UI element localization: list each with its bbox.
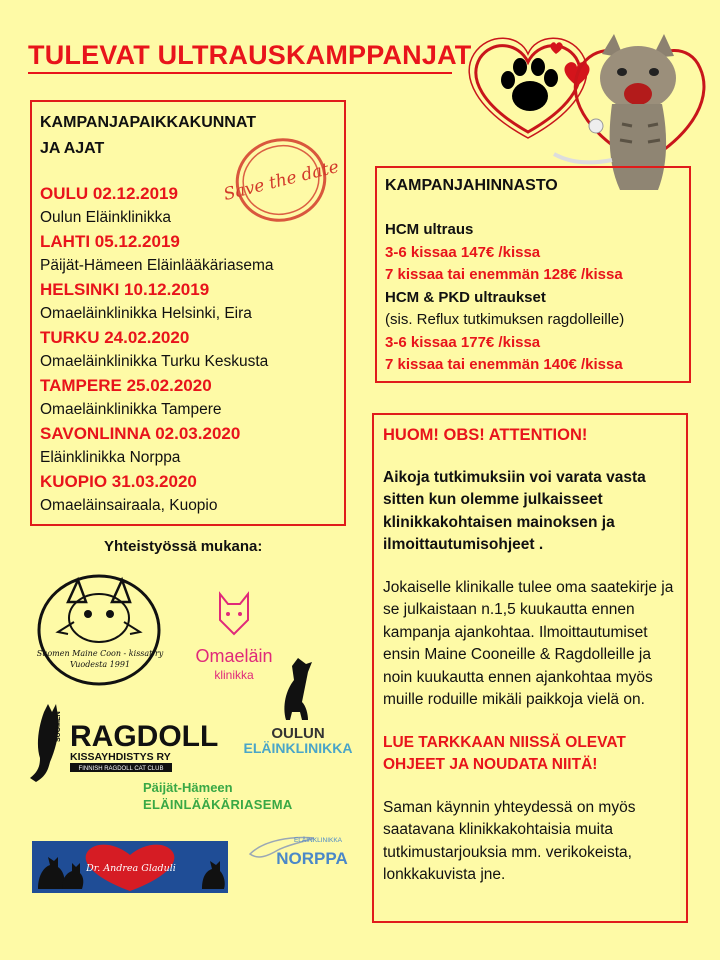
oulun-logo — [232, 656, 364, 756]
norppa-small: ELÄINKLINIKKA — [293, 837, 343, 844]
pkd-title: HCM & PKD ultraukset — [385, 288, 546, 306]
page-title: TULEVAT ULTRAUSKAMPPANJAT — [28, 40, 472, 70]
location-city: KUOPIO 31.03.2020 — [40, 472, 197, 491]
location-city: OULU 02.12.2019 — [40, 184, 178, 203]
hcm-price-2: 7 kissaa tai enemmän 128€ /kissa — [385, 266, 623, 283]
hcm-title: HCM ultraus — [385, 221, 474, 238]
hcm-price-1: 3-6 kissaa 147€ /kissa — [385, 243, 541, 261]
notice-text-2: Saman käynnin yhteydessä on myös saatavana klinikkakohtaisia muita tutkimustarjouksia mm. verikokeista, lonkkakuvista jne. — [383, 798, 636, 883]
notice-bold-text: Aikoja tutkimuksiin voi varata vasta sitten kun olemme julkaisseet klinikkakohtaisen mainoksen ja ilmoittautumisohjeet . — [383, 468, 646, 553]
stamp-text: Save the date — [221, 156, 341, 205]
norppa-logo — [244, 830, 356, 874]
ragdoll-big-text: RAGDOLL — [70, 720, 219, 753]
pkd-price-1: 3-6 kissaa 177€ /kissa — [385, 333, 541, 351]
mainecoon-line1: Suomen Maine Coon - kissat ry — [36, 649, 164, 658]
locations-list — [40, 182, 340, 518]
location-clinic: Omaeläinklinikka Tampere — [40, 401, 222, 418]
location-city: HELSINKI 10.12.2019 — [40, 280, 210, 299]
mainecoon-line2: Vuodesta 1991 — [69, 660, 131, 669]
location-item — [40, 422, 340, 470]
location-clinic: Omaeläinklinikka Turku Keskusta — [40, 353, 269, 370]
title-underline — [28, 72, 452, 74]
oulun-line2: ELÄINKLINIKKA — [243, 740, 353, 756]
notice-title: HUOM! OBS! ATTENTION! — [383, 426, 588, 444]
norppa-big: NORPPA — [276, 849, 348, 868]
fox-icon — [220, 594, 248, 634]
dog-icon — [284, 658, 312, 720]
prices-list — [385, 219, 685, 377]
notice-red-text: LUE TARKKAAN NIISSÄ OLEVAT OHJEET JA NOUDATA NIITÄ! — [383, 733, 626, 773]
location-clinic: Omaeläinsairaala, Kuopio — [40, 497, 218, 514]
omaelain-line2: klinikka — [214, 668, 254, 682]
location-city: TAMPERE 25.02.2020 — [40, 376, 212, 395]
location-item — [40, 326, 340, 374]
location-item — [40, 230, 340, 278]
cooperation-label: Yhteistyössä mukana: — [104, 538, 263, 555]
location-city: LAHTI 05.12.2019 — [40, 232, 180, 251]
oulun-line1: OULUN — [271, 725, 325, 742]
paijat-line2: ELÄINLÄÄKÄRIASEMA — [143, 797, 293, 812]
paijat-line1: Päijät-Hämeen — [143, 780, 233, 795]
mainecoon-logo — [34, 572, 164, 690]
ragdoll-tiny-text: FINNISH RAGDOLL CAT CLUB — [78, 766, 164, 772]
location-item — [40, 182, 340, 230]
location-item — [40, 470, 340, 518]
ragdoll-sub-text: KISSAYHDISTYS RY — [70, 751, 171, 763]
notice-content — [383, 424, 683, 907]
cat-face-icon — [69, 594, 129, 642]
notice-text-1: Jokaiselle klinikalle tulee oma saatekirje ja se julkaistaan n.1,5 kuukautta ennen kampanja ajankohtaa. Ilmoittautumiset ensin Maine Cooneille & Ragdolleille ja noin kuukautta ennen ajankohtaa myös muille roduille mikäli paikkoja vielä on. — [383, 578, 674, 708]
ragdoll-logo — [26, 702, 219, 786]
gladuli-name: Dr. Andrea Gladuli — [86, 863, 176, 874]
locations-heading-line2: JA AJAT — [40, 140, 105, 157]
omaelain-line1: Omaeläin — [195, 646, 273, 666]
location-clinic: Oulun Eläinklinikka — [40, 209, 171, 226]
location-city: SAVONLINNA 02.03.2020 — [40, 424, 241, 443]
paw-icon — [501, 58, 558, 111]
location-clinic: Päijät-Hämeen Eläinlääkäriasema — [40, 257, 274, 274]
cat-ears-icon — [68, 580, 130, 602]
location-item — [40, 278, 340, 326]
location-item — [40, 374, 340, 422]
locations-heading-line1: KAMPANJAPAIKKAKUNNAT — [40, 114, 256, 131]
location-clinic: Eläinklinikka Norppa — [40, 449, 181, 466]
pkd-note: (sis. Reflux tutkimuksen ragdolleille) — [385, 311, 625, 328]
gladuli-banner — [32, 841, 228, 893]
pkd-price-2: 7 kissaa tai enemmän 140€ /kissa — [385, 356, 623, 373]
location-city: TURKU 24.02.2020 — [40, 328, 190, 347]
location-clinic: Omaeläinklinikka Helsinki, Eira — [40, 305, 252, 322]
prices-heading: KAMPANJAHINNASTO — [385, 177, 558, 194]
ragdoll-side-text: SUOMEN — [55, 711, 62, 742]
